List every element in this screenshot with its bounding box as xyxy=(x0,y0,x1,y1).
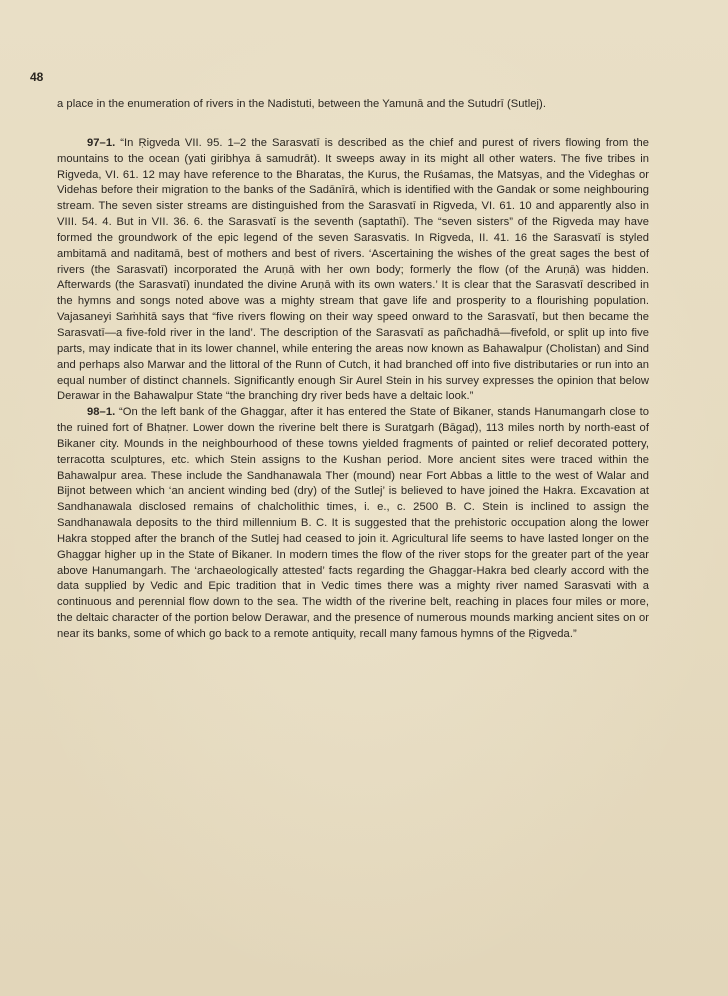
note-label: 97–1. xyxy=(87,136,116,149)
note-label: 98–1. xyxy=(87,406,116,419)
page-number: 48 xyxy=(30,70,44,84)
note-text: “In Ṛigveda VII. 95. 1–2 the Sarasvatī is described as the chief and purest of rivers flowing from the mountains to the ocean (yati giribhya ā samudrāt). It sweeps away in its might all other waters. The five tribes in Rigveda, VI. 61. 12 may have reference to the Bharatas, the Kurus, the Ruśamas, the Matsyas, and the Videghas or Videhas before their migration to the banks of the Sadānīrā, which is identified with the Gandak or some neighbouring stream. The seven sister streams are distinguished from the Sarasvatī in Rigveda, VI. 61. 10 and apparently also in VIII. 54. 4. But in VII. 36. 6. the Sarasvatī is the seventh (saptathī). The “seven sisters” of the Rigveda may have formed the groundwork of the epic legend of the seven Sarasvatis. In Rigveda, II. 41. 16 the Sarasvatī is styled ambitamā and naditamā, best of mothers and best of rivers. ‘Ascertaining the wishes of the great sages the best of rivers (the Sarasvatī) incorporated the Aruṇā with her own body; formerly the flow (of the Aruṇā) was hidden. Afterwards (the Sarasvatī) inundated the divine Aruṇā with its own waters.’ It is clear that the Sarasvatī described in the hymns and songs noted above was a mighty stream that gave life and prosperity to a flourishing population. Vajasaneyi Saṁhitā says that “five rivers flowing on their way speed onward to the Sarasvatī, but then became the Sarasvatī—a five-fold river in the land’. The description of the Sarasvatī as pañchadhā—fivefold, or split up into five parts, may indicate that in its lower channel, while entering the areas now known as Bahawalpur (Cholistan) and Sind and perhaps also Marwar and the littoral of the Runn of Cutch, it had branched off into five distributaries or run into an equal number of distinct channels. Significantly enough Sir Aurel Stein in his survey expresses the opinion that below Derawar in the Bahawalpur State “the branching dry river beds have a deltaic look.” xyxy=(57,136,649,403)
note-98-1-paragraph xyxy=(57,405,649,643)
note-97-1-paragraph xyxy=(57,136,649,405)
page-body xyxy=(57,97,649,643)
continuation-paragraph: a place in the enumeration of rivers in the Nadistuti, between the Yamunā and the Sutudrī (Sutlej). xyxy=(57,98,546,110)
note-text: “On the left bank of the Ghaggar, after it has entered the State of Bikaner, stands Hanumangarh close to the ruined fort of Bhaṭner. Lower down the riverine belt there is Suratgarh (Bāgaḍ), 113 miles north by north-east of Bikaner city. Mounds in the neighbourhood of these towns yielded fragments of painted or relief decorated pottery, terracotta sculptures, etc. which Stein assigns to the Kushan period. More ancient sites were traced within the Bahawalpur area. These include the Sandhanawala Ther (mound) near Fort Abbas a little to the west of Walar and Bijnot between which ‘an ancient winding bed (dry) of the Sutlej’ is believed to have joined the Hakra. Excavation at Sandhanawala disclosed remains of chalcholithic times, i. e., c. 2500 B. C. Stein is inclined to assign the Sandhanawala deposits to the third millennium B. C. It is suggested that the prehistoric occupation along the lower Hakra stopped after the branch of the Sutlej had ceased to join it. Agricultural life seems to have lasted longer on the Ghaggar higher up in the State of Bikaner. In modern times the flow of the river stops for the greater part of the year above Hanumangarh. The ‘archaeologically attested’ facts regarding the Ghaggar-Hakra bed clearly accord with the data supplied by Vedic and Epic tradition that in Vedic times there was a mighty river named Sarasvati with a continuous and perennial flow down to the sea. The width of the riverine belt, reaching in places four miles or more, the deltaic character of the portion below Derawar, and the presence of numerous mounds marking ancient sites on or near its banks, some of which go back to a remote antiquity, recall many famous hymns of the Ṛigveda.” xyxy=(57,406,649,640)
